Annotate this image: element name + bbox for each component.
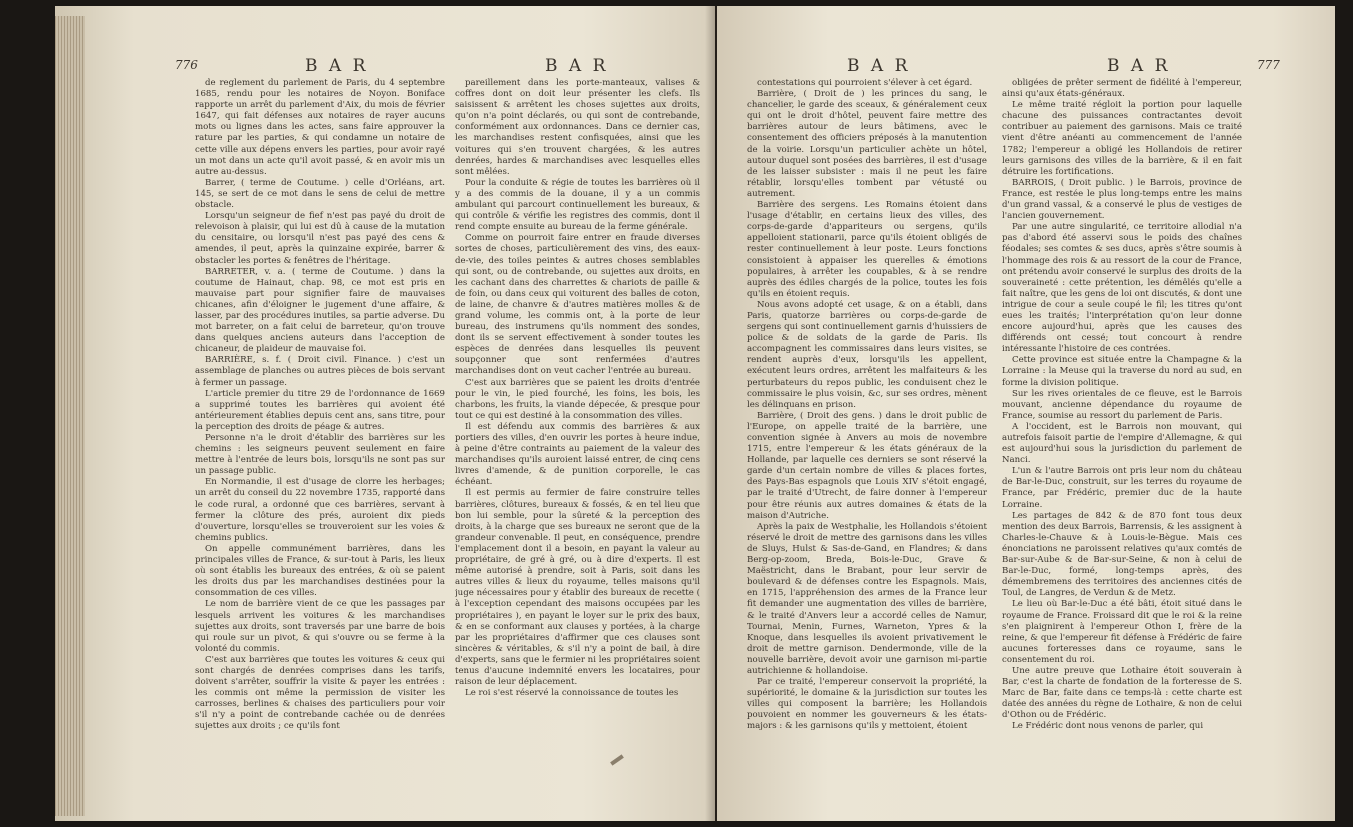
paragraph: pareillement dans les porte-manteaux, valises & coffres dont on doit leur présenter les clefs. Ils saisissent & arrêtent les choses sujettes aux droits, qu'on n'a point déclarés, ou qui sont de contrebande, conformément aux ordonnances. Dans ce dernier cas, les marchandises restent confisquées, ainsi que les voitures qui s'en trouvent chargées, & les autres denrées, hardes & marchandises avec lesquelles elles sont mêlées. <box>455 78 700 177</box>
paragraph: de reglement du parlement de Paris, du 4 septembre 1685, rendu pour les notaires de Noyon. Boniface rapporte un arrêt du parlement d'Aix, du mois de février 1647, qui fait défenses aux notaires de rayer aucuns mots ou lignes dans les actes, sans faire approuver la rature par les parties, & qui condamne un notaire de cette ville aux dépens envers les parties, pour avoir rayé un mot dans un acte qu'il avoit passé, & en avoir mis un autre au-dessus. <box>195 78 445 177</box>
paragraph: Le lieu où Bar-le-Duc a été bâti, étoit situé dans le royaume de France. Froissard dit que le roi & la reine s'en plaignirent à l'empereur Othon I, frère de la reine, & que l'empereur fit défense à Frédéric de faire aucunes forteresses dans ce royaume, sans le consentement du roi. <box>1002 599 1242 665</box>
left-page-column-2 <box>455 78 700 743</box>
paragraph: Nous avons adopté cet usage, & on a établi, dans Paris, quatorze barrières ou corps-de-garde de sergens qui sont continuellement garnis d'huissiers de police & de soldats de la garde de Paris. Ils accompagnent les commissaires dans leurs visites, se rendent auprès d'eux, lorsqu'ils les appellent, exécutent leurs ordres, arrêtent les malfaiteurs & les perturbateurs du repos public, les conduisent chez le commissaire le plus voisin, &c, sur ses ordres, mènent les délinquans en prison. <box>747 299 987 410</box>
left-page-column-1 <box>195 78 445 743</box>
paragraph: L'article premier du titre 29 de l'ordonnance de 1669 a supprimé toutes les barrières qui avoient été antérieurement établies depuis cent ans, sans titre, pour la perception des droits de péage & autres. <box>195 388 445 432</box>
right-page-column-2 <box>1002 78 1242 743</box>
paragraph: BARRIÈRE, s. f. ( Droit civil. Finance. ) c'est un assemblage de planches ou autres pièces de bois servant à fermer un passage. <box>195 355 445 388</box>
paragraph: Comme on pourroit faire entrer en fraude diverses sortes de choses, particulièrement des vins, des eaux-de-vie, des toiles peintes & autres choses semblables qui sont, ou de contrebande, ou sujettes aux droits, en les cachant dans des charrettes & chariots de paille & de foin, ou dans ceux qui voiturent des balles de coton, de laine, de chanvre & d'autres matières molles & de grand volume, les commis ont, à la porte de leur bureau, des instrumens qu'ils nomment des sondes, dont ils se servent effectivement à sonder toutes les espèces de denrées dans lesquelles ils peuvent soupçonner que sont renfermées d'autres marchandises dont on veut cacher l'entrée au bureau. <box>455 233 700 377</box>
paragraph: Barrière des sergens. Les Romains étoient dans l'usage d'établir, en certains lieux des villes, des corps-de-garde d'appariteurs ou sergens, qu'ils appelloient stationarii, parce qu'ils étoient obligés de rester continuellement à leur poste. Leurs fonctions consistoient à appaiser les querelles & émotions populaires, à arrêter les coupables, & à se rendre auprès des édiles chargés de la police, toutes les fois qu'ils en étoient requis. <box>747 200 987 299</box>
paragraph: En Normandie, il est d'usage de clorre les herbages; un arrêt du conseil du 22 novembre 1735, rapporté dans le code rural, a ordonné que ces barrières, servant à fermer la clôture des prés, auroient dix pieds d'ouverture, lorsqu'elles se trouveroient sur les voies & chemins publics. <box>195 477 445 543</box>
paragraph: Par ce traité, l'empereur conservoit la propriété, la supériorité, le domaine & la jurisdiction sur toutes les villes qui composent la barrière; les Hollandois pouvoient en nommer les gouverneurs & les états-majors : & les garnisons qu'ils y mettoient, étoient <box>747 677 987 732</box>
book-spread <box>55 6 1335 821</box>
running-header-right-col2: B A R <box>1107 56 1171 76</box>
paragraph: Les partages de 842 & de 870 font tous deux mention des deux Barrois, Barrensis, & les assignent à Charles-le-Chauve & à Louis-le-Bègue. Mais ces énonciations ne paroissent relatives qu'aux comtés de Bar-sur-Aube & de Bar-sur-Seine, & non à celui de Bar-le-Duc, formé, long-temps après, des démembremens des territoires des anciennes cités de Toul, de Langres, de Verdun & de Metz. <box>1002 510 1242 599</box>
left-page <box>55 6 715 821</box>
paragraph: A l'occident, est le Barrois non mouvant, qui autrefois faisoit partie de l'empire d'Allemagne, & qui est aujourd'hui sous la jurisdiction du parlement de Nanci. <box>1002 421 1242 466</box>
ink-mark <box>610 754 624 765</box>
running-header-left-col1: B A R <box>305 56 369 76</box>
paragraph: Lorsqu'un seigneur de fief n'est pas payé du droit de relevoison à plaisir, qui lui est dû à cause de la mutation du censitaire, ou lorsqu'il n'est pas payé des cens & amendes, il peut, après la quinzaine expirée, barrer & obstacler les portes & fenêtres de l'héritage. <box>195 211 445 266</box>
paragraph: Barrière, ( Droit des gens. ) dans le droit public de l'Europe, on appelle traité de la barrière, une convention signée à Anvers au mois de novembre 1715, entre l'empereur & les états généraux de la Hollande, par laquelle ces derniers se sont réservé la garde d'un certain nombre de villes & places fortes, des Pays-Bas espagnols que Louis XIV s'étoit engagé, par le traité d'Utrecht, de faire donner à l'empereur pour être réunis aux autres domaines & états de la maison d'Autriche. <box>747 410 987 521</box>
page-number-right: 777 <box>1257 58 1280 72</box>
paragraph: obligées de prêter serment de fidélité à l'empereur, ainsi qu'aux états-généraux. <box>1002 78 1242 100</box>
paragraph: Le même traité régloit la portion pour laquelle chacune des puissances contractantes devoit contribuer au paiement des garnisons. Mais ce traité vient d'être anéanti au commencement de l'année 1782; l'empereur a obligé les Hollandois de retirer leurs garnisons des villes de la barrière, & il en fait détruire les fortifications. <box>1002 100 1242 177</box>
paragraph: Après la paix de Westphalie, les Hollandois s'étoient réservé le droit de mettre des garnisons dans les villes de Sluys, Hulst & Sas-de-Gand, en Flandres; & dans Berg-op-zoom, Breda, Bois-le-Duc, Grave & Maëstricht, dans le Brabant, pour leur servir de boulevard & de défenses contre les Espagnols. Mais, en 1715, l'appréhension des armes de la France leur fit demander une augmentation des villes de barrière, & le traité d'Anvers leur a accordé celles de Namur, Tournai, Menin, Furnes, Warneton, Ypres & la Knoque, dans lesquelles ils avoient privativement le droit de mettre garnison. Dendermonde, ville de la nouvelle barrière, devoit avoir une garnison mi-partie autrichienne & hollandoise. <box>747 521 987 676</box>
right-page-column-1 <box>747 78 987 743</box>
paragraph: Il est permis au fermier de faire construire telles barrières, clôtures, bureaux & fossés, & en tel lieu que bon lui semble, pour la sûreté & la perception des droits, à la charge que ses bureaux ne seront que de la grandeur convenable. Il peut, en conséquence, prendre l'emplacement dont il a besoin, en payant la valeur au propriétaire, de gré à gré, ou à dire d'experts. Il est même autorisé à prendre, soit à Paris, soit dans les autres villes & lieux du royaume, telles maisons qu'il juge nécessaires pour y établir des bureaux de recette ( à l'exception cependant des maisons occupées par les propriétaires ), en payant le loyer sur le prix des baux, & en se conformant aux clauses y portées, à la charge par les propriétaires d'affirmer que ces clauses sont sincères & véritables, & s'il n'y a point de bail, à dire d'experts, sans que le fermier ni les propriétaires soient tenus d'aucune indemnité envers les locataires, pour raison de leur déplacement. <box>455 488 700 688</box>
paragraph: contestations qui pourroient s'élever à cet égard. <box>757 78 973 88</box>
paragraph: Le roi s'est réservé la connoissance de toutes les <box>465 688 679 699</box>
paragraph: Une autre preuve que Lothaire étoit souverain à Bar, c'est la charte de fondation de la forteresse de S. Marc de Bar, faite dans ce temps-là : cette charte est datée des années du règne de Lothaire, & non de celui d'Othon ou de Frédéric. <box>1002 665 1242 721</box>
paragraph: On appelle communément barrières, dans les principales villes de France, & sur-tout à Paris, les lieux où sont établis les bureaux des entrées, & où se paient les droits dus par les marchandises destinées pour la consommation de ces villes. <box>195 543 445 599</box>
paragraph: BARRETER, v. a. ( terme de Coutume. ) dans la coutume de Hainaut, chap. 98, ce mot est pris en mauvaise part pour signifier faire de mauvaises chicanes, afin d'éloigner le jugement d'une affaire, & lasser, par des procédures inutiles, sa partie adverse. Du mot barreter, on a fait celui de barreteur, qu'on trouve dans quelques anciens auteurs dans l'acception de chicaneur, de plaideur de mauvaise foi. <box>195 266 445 355</box>
paragraph: Il est défendu aux commis des barrières & aux portiers des villes, d'en ouvrir les portes à heure indue, à peine d'être contraints au paiement de la valeur des marchandises qu'ils auroient laissé entrer, de cinq cens livres d'amende, & de punition corporelle, le cas échéant. <box>455 421 700 488</box>
paragraph: Sur les rives orientales de ce fleuve, est le Barrois mouvant, ancienne dépendance du royaume de France, soumise au ressort du parlement de Paris. <box>1002 388 1242 421</box>
right-page <box>717 6 1335 821</box>
running-header-right-col1: B A R <box>847 56 911 76</box>
paragraph: C'est aux barrières que toutes les voitures & ceux qui sont chargés de denrées comprises dans les tarifs, doivent s'arrêter, souffrir la visite & payer les entrées : les commis ont même la permission de visiter les carrosses, berlines & chaises des particuliers pour voir s'il n'y a point de contrebande cachée ou de denrées sujettes aux droits ; ce qu'ils font <box>195 654 445 732</box>
paragraph: Barrer, ( terme de Coutume. ) celle d'Orléans, art. 145, se sert de ce mot dans le sens de celui de mettre obstacle. <box>195 177 445 211</box>
page-edges <box>55 16 85 816</box>
running-header-left-col2: B A R <box>545 56 609 76</box>
paragraph: Personne n'a le droit d'établir des barrières sur les chemins : les seigneurs peuvent seulement en faire mettre à l'entrée de leurs bois, lorsqu'ils ne sont pas sur un passage public. <box>195 433 445 477</box>
paragraph: C'est aux barrières que se paient les droits d'entrée pour le vin, le pied fourché, les foins, les bois, les charbons, les fruits, la viande dépecée, & presque pour tout ce qui est destiné à la consommation des villes. <box>455 377 700 421</box>
paragraph: BARROIS, ( Droit public. ) le Barrois, province de France, est restée le plus long-temps entre les mains d'un grand vassal, & a conservé le plus de vestiges de l'ancien gouvernement. <box>1002 177 1242 222</box>
paragraph: Barrière, ( Droit de ) les princes du sang, le chancelier, le garde des sceaux, & généralement ceux qui ont le droit d'hôtel, peuvent faire mettre des barrières autour de leurs bâtimens, avec le consentement des officiers préposés à la manutention de la voirie. Lorsqu'un particulier achète un hôtel, autour duquel sont posées des barrières, il est d'usage de les laisser subsister : mais il ne peut les faire rétablir, lorsqu'elles tombent par vétusté ou autrement. <box>747 89 987 199</box>
paragraph: Pour la conduite & régie de toutes les barrières où il y a des commis de la douane, il y a un commis ambulant qui parcourt continuellement les bureaux, & qui contrôle & vérifie les registres des commis, dont il rend compte ensuite au bureau de la ferme générale. <box>455 177 700 233</box>
paragraph: Le nom de barrière vient de ce que les passages par lesquels arrivent les voitures & les marchandises sujettes aux droits, sont traversés par une barre de bois qui roule sur un pivot, & qui s'ouvre ou se ferme à la volonté du commis. <box>195 599 445 654</box>
paragraph: Le Frédéric dont nous venons de parler, qui <box>1012 721 1204 732</box>
paragraph: Cette province est située entre la Champagne & la Lorraine : la Meuse qui la traverse du nord au sud, en forme la division politique. <box>1002 355 1242 388</box>
paragraph: L'un & l'autre Barrois ont pris leur nom du château de Bar-le-Duc, construit, sur les terres du royaume de France, par Frédéric, premier duc de la haute Lorraine. <box>1002 466 1242 510</box>
page-number-left: 776 <box>175 58 198 72</box>
paragraph: Par une autre singularité, ce territoire allodial n'a pas d'abord été asservi sous le poids des chaînes féodales; ses comtes & ses ducs, après s'être soumis à l'hommage des rois & au ressort de la cour de France, ont prétendu avoir conservé le surplus des droits de la souveraineté : cette prétention, les démêlés qu'elle a fait naître, que les gens de loi ont discutés, & dont une intrigue de cour a seule coupé le fil; les titres qu'ont eues les traités; l'interprétation qu'on leur donne encore aujourd'hui, après que les causes des différends ont cessé; tout concourt à rendre intéressante l'histoire de ces contrées. <box>1002 222 1242 355</box>
